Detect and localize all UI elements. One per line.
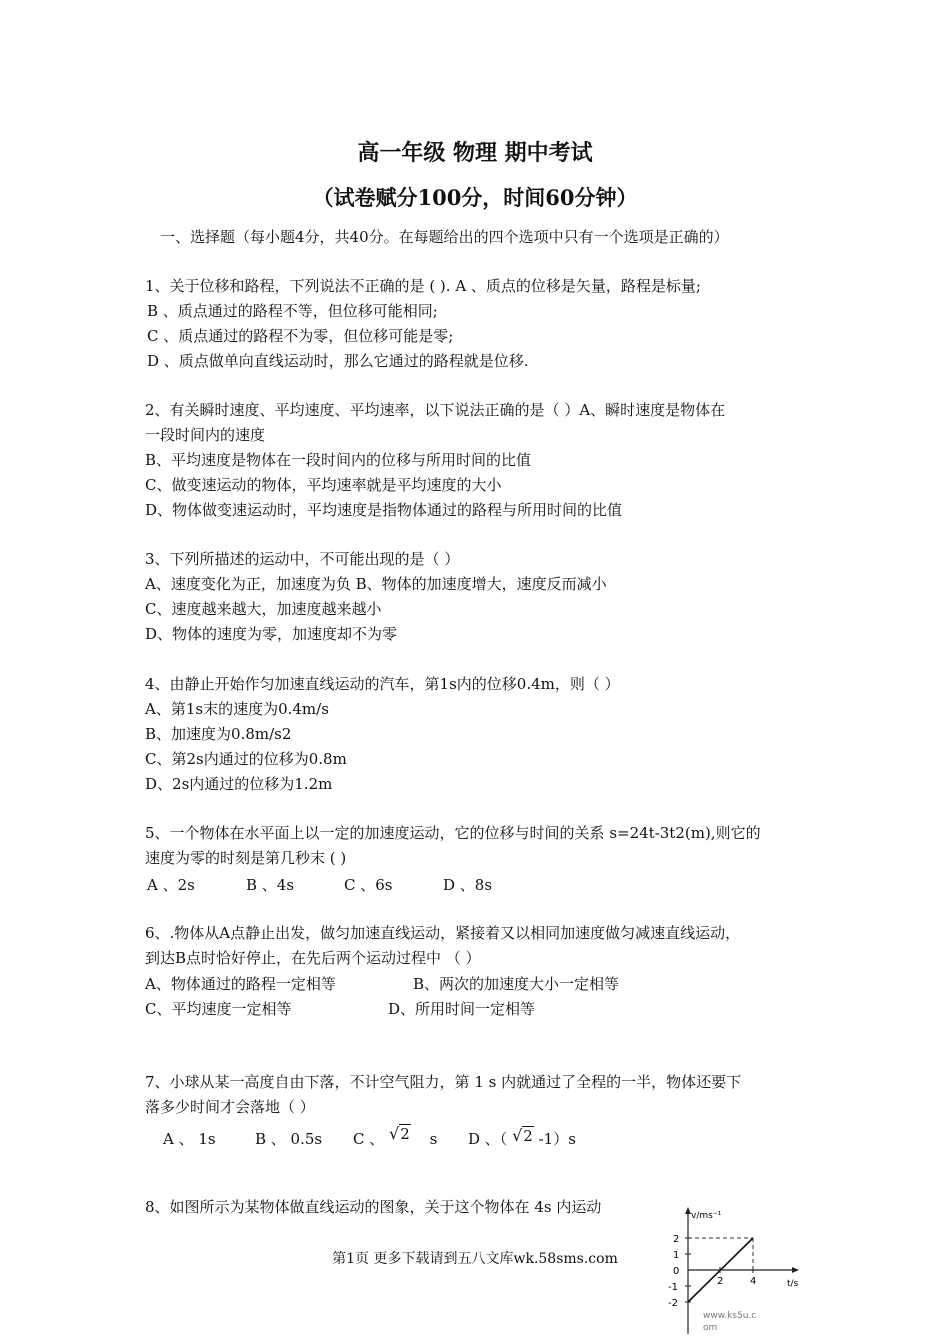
q7-option-d-prefix: D 、（ — [468, 1130, 508, 1148]
q7-option-c-suffix: s — [429, 1130, 438, 1148]
q4-option-a: A、第1s末的速度为0.4m/s — [145, 700, 329, 718]
q1-option-b: B 、质点通过的路程不等，但位移可能相同; — [147, 302, 438, 320]
q6-stem: 6、.物体从A点静止出发，做匀加速直线运动，紧接着又以相同加速度做匀减速直线运动， — [145, 924, 741, 942]
y-tick-label-2: 2 — [673, 1234, 680, 1245]
page-footer: 第1页 更多下载请到五八文库wk.58sms.com — [332, 1251, 618, 1267]
exam-subtitle: （试卷赋分100分，时间60分钟） — [312, 185, 638, 210]
q6-option-b: B、两次的加速度大小一定相等 — [413, 975, 620, 993]
x-axis-label: t/s — [787, 1279, 799, 1289]
exam-title: 高一年级 物理 期中考试 — [357, 140, 593, 166]
q7-option-c-prefix: C 、 — [353, 1130, 385, 1148]
q5-option-d: D 、8s — [443, 876, 493, 894]
x-tick-label-2: 2 — [717, 1276, 724, 1287]
section-heading: 一、选择题（每小题4分，共40分。在每题给出的四个选项中只有一个选项是正确的） — [160, 228, 729, 246]
q6-option-c: C、平均速度一定相等 — [145, 1000, 292, 1018]
q7-option-a: A 、 1s — [163, 1130, 216, 1148]
sqrt-symbol: √2 — [512, 1126, 533, 1145]
q3-option-ab: A、速度变化为正，加速度为负 B、物体的加速度增大，速度反而减小 — [145, 575, 607, 593]
q3-option-d: D、物体的速度为零，加速度却不为零 — [145, 625, 398, 643]
q1-stem: 1、关于位移和路程，下列说法不正确的是 ( ). A 、质点的位移是矢量，路程是标量; — [145, 277, 701, 295]
q8-stem: 8、如图所示为某物体做直线运动的图象，关于这个物体在 4s 内运动 — [145, 1198, 602, 1216]
y-tick-label-neg2: -2 — [668, 1298, 678, 1309]
q6-stem-cont: 到达B点时恰好停止，在先后两个运动过程中 （ ） — [145, 949, 481, 967]
q4-stem: 4、由静止开始作匀加速直线运动的汽车，第1s内的位移0.4m，则（ ） — [145, 675, 620, 693]
y-tick-label-neg1: -1 — [668, 1282, 678, 1293]
q1-option-d: D 、质点做单向直线运动时，那么它通过的路程就是位移. — [147, 352, 529, 370]
watermark-line-2: om — [703, 1323, 718, 1333]
q5-stem-cont: 速度为零的时刻是第几秒末 ( ) — [145, 849, 347, 867]
q4-option-c: C、第2s内通过的位移为0.8m — [145, 750, 347, 768]
q1-option-c: C 、质点通过的路程不为零，但位移可能是零; — [147, 327, 454, 345]
q2-stem: 2、有关瞬时速度、平均速度、平均速率，以下说法正确的是（ ）A、瞬时速度是物体在 — [145, 401, 726, 419]
q2-option-c: C、做变速运动的物体，平均速率就是平均速度的大小 — [145, 476, 502, 494]
q5-option-c: C 、6s — [344, 876, 393, 894]
q7-option-c — [353, 1124, 438, 1149]
y-tick-label-0: 0 — [673, 1266, 680, 1277]
q2-option-b: B、平均速度是物体在一段时间内的位移与所用时间的比值 — [145, 451, 532, 469]
q4-option-b: B、加速度为0.8m/s2 — [145, 725, 292, 743]
q6-option-a: A、物体通过的路程一定相等 — [145, 975, 336, 993]
q7-option-d-radicand: 2 — [523, 1127, 533, 1145]
velocity-time-graph — [655, 1204, 815, 1344]
y-axis-label: v/ms⁻¹ — [691, 1211, 722, 1221]
q6-option-d: D、所用时间一定相等 — [388, 1000, 536, 1018]
watermark-line-1: www.ks5u.c — [703, 1311, 757, 1321]
q4-option-d: D、2s内通过的位移为1.2m — [145, 775, 333, 793]
q5-option-a: A 、2s — [147, 876, 195, 894]
q5-option-b: B 、4s — [246, 876, 295, 894]
q7-stem-cont: 落多少时间才会落地（ ） — [145, 1098, 315, 1116]
q7-option-c-radicand: 2 — [400, 1125, 410, 1143]
q3-stem: 3、下列所描述的运动中，不可能出现的是（ ） — [145, 550, 460, 568]
q5-stem: 5、一个物体在水平面上以一定的加速度运动，它的位移与时间的关系 s=24t-3t2(m),则它的 — [145, 824, 761, 842]
q7-option-b: B 、 0.5s — [255, 1130, 323, 1148]
q2-stem-cont: 一段时间内的速度 — [145, 426, 266, 444]
sqrt-symbol: √2 — [389, 1124, 410, 1143]
q2-option-d: D、物体做变速运动时，平均速度是指物体通过的路程与所用时间的比值 — [145, 501, 623, 519]
q7-option-d-suffix: -1）s — [538, 1130, 576, 1148]
y-tick-label-1: 1 — [673, 1250, 680, 1261]
q7-option-d — [468, 1128, 576, 1149]
x-tick-label-4: 4 — [750, 1276, 757, 1287]
q3-option-c: C、速度越来越大，加速度越来越小 — [145, 600, 382, 618]
q7-stem: 7、小球从某一高度自由下落，不计空气阻力，第 1 s 内就通过了全程的一半，物体还要下 — [145, 1073, 742, 1091]
